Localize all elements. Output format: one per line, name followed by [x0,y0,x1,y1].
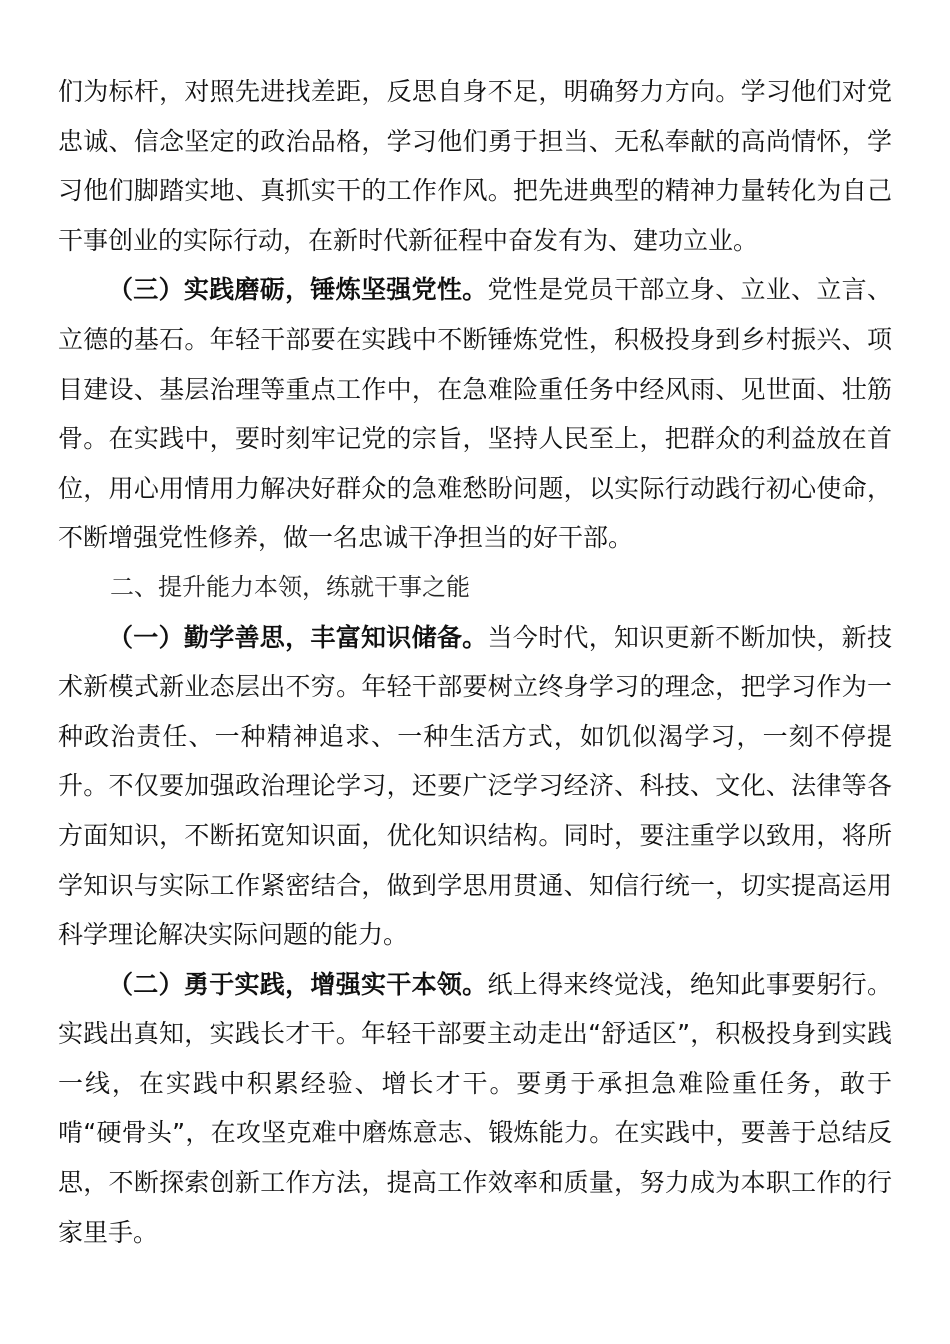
subsection-lead: （二）勇于实践，增强实干本领。 [108,969,488,999]
subsection-body: 当今时代，知识更新不断加快，新技术新模式新业态层出不穷。年轻干部要树立终身学习的理念，把学习作为一种政治责任、一种精神追求、一种生活方式，如饥似渴学习，一刻不停提升。不仅要加强政治理论学习，还要广泛学习经济、科技、文化、法律等各方面知识，不断拓宽知识面，优化知识结构。同时，要注重学以致用，将所学知识与实际工作紧密结合，做到学思用贯通、知信行统一，切实提高运用科学理论解决实际问题的能力。 [58,622,892,950]
paragraph-subsection-3 [58,265,892,563]
section-heading: 二、提升能力本领，练就干事之能 [110,572,470,601]
document-body [58,67,892,1257]
subsection-lead: （一）勤学善思，丰富知识储备。 [108,622,488,652]
subsection-lead: （三）实践磨砺，锤炼坚强党性。 [108,275,488,305]
paragraph-continuation: 们为标杆，对照先进找差距，反思自身不足，明确努力方向。学习他们对党忠诚、信念坚定的政治品格，学习他们勇于担当、无私奉献的高尚情怀，学习他们脚踏实地、真抓实干的工作作风。把先进典型的精神力量转化为自己干事创业的实际行动，在新时代新征程中奋发有为、建功立业。 [58,77,892,255]
paragraph-subsection-2 [58,960,892,1258]
paragraph-subsection-1 [58,613,892,960]
subsection-body: 党性是党员干部立身、立业、立言、立德的基石。年轻干部要在实践中不断锤炼党性，积极投身到乡村振兴、项目建设、基层治理等重点工作中，在急难险重任务中经风雨、见世面、壮筋骨。在实践中，要时刻牢记党的宗旨，坚持人民至上，把群众的利益放在首位，用心用情用力解决好群众的急难愁盼问题，以实际行动践行初心使命，不断增强党性修养，做一名忠诚干净担当的好干部。 [58,275,892,553]
subsection-body: 纸上得来终觉浅，绝知此事要躬行。实践出真知，实践长才干。年轻干部要主动走出“舒适区”，积极投身到实践一线，在实践中积累经验、增长才干。要勇于承担急难险重任务，敢于啃“硬骨头”，在攻坚克难中磨炼意志、锻炼能力。在实践中，要善于总结反思，不断探索创新工作方法，提高工作效率和质量，努力成为本职工作的行家里手。 [58,969,892,1247]
